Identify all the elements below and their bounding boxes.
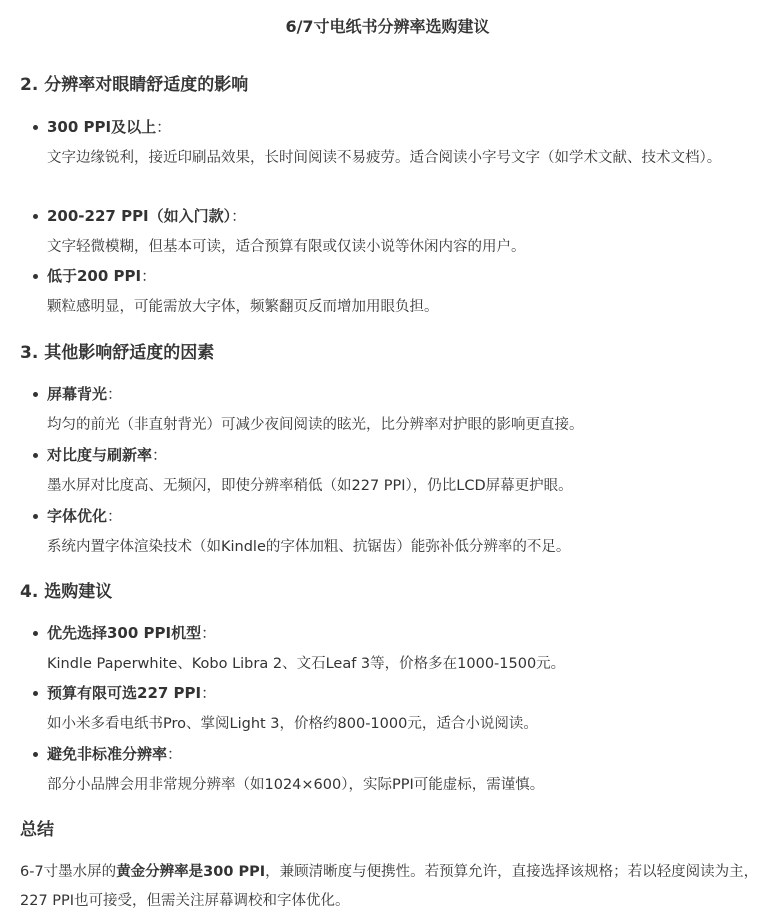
- item-title-bold: 300 PPI及以上: [47, 118, 157, 136]
- bullet-icon: [33, 125, 38, 130]
- bullet-icon: [33, 392, 38, 397]
- item-description: 颗粒感明显，可能需放大字体，频繁翻页反而增加用眼负担。: [47, 299, 439, 315]
- section-heading-buying-advice: 4. 选购建议: [20, 582, 113, 602]
- summary-text-end: ，兼顾清晰度与便携性。若预算允许，直接选择该规格；若以轻度阅读为主，227 PPI也可接受，但需关注屏幕调校和字体优化。: [20, 864, 759, 909]
- item-title-bold: 低于200 PPI: [47, 267, 142, 285]
- item-title-suffix: ：: [107, 507, 123, 525]
- item-title: [47, 115, 171, 139]
- item-title-bold: 优先选择300 PPI机型: [47, 624, 202, 642]
- summary-text-start: 6-7寸墨水屏的: [20, 864, 117, 880]
- summary-text-bold: 黄金分辨率是300 PPI: [116, 864, 266, 880]
- item-description: 墨水屏对比度高、无频闪，即使分辨率稍低（如227 PPI），仍比LCD屏幕更护眼。: [47, 478, 573, 494]
- item-title-bold: 屏幕背光: [47, 385, 108, 403]
- item-title-bold: 200-227 PPI（如入门款）: [47, 207, 232, 225]
- item-title-suffix: ：: [156, 118, 172, 136]
- bullet-icon: [33, 274, 38, 279]
- item-title: [47, 504, 122, 528]
- section-heading-other-factors: 3. 其他影响舒适度的因素: [20, 343, 215, 363]
- item-title-suffix: ：: [152, 446, 168, 464]
- item-title-suffix: ：: [141, 267, 157, 285]
- item-title-bold: 对比度与刷新率: [47, 446, 153, 464]
- bullet-icon: [33, 514, 38, 519]
- item-title: [47, 204, 246, 228]
- bullet-icon: [33, 453, 38, 458]
- item-title-bold: 避免非标准分辨率: [47, 745, 168, 763]
- item-title-suffix: ：: [231, 207, 247, 225]
- item-title-suffix: ：: [201, 684, 217, 702]
- item-description: 系统内置字体渲染技术（如Kindle的字体加粗、抗锯齿）能弥补低分辨率的不足。: [47, 539, 571, 555]
- item-title-suffix: ：: [167, 745, 183, 763]
- item-title: [47, 382, 122, 406]
- item-title: [47, 742, 182, 766]
- item-description: 均匀的前光（非直射背光）可减少夜间阅读的眩光，比分辨率对护眼的影响更直接。: [47, 417, 584, 433]
- document-title: 6/7寸电纸书分辨率选购建议: [285, 17, 490, 36]
- item-title-bold: 字体优化: [47, 507, 108, 525]
- section-heading-summary: 总结: [20, 820, 54, 840]
- item-description: 文字轻微模糊，但基本可读，适合预算有限或仅读小说等休闲内容的用户。: [47, 239, 526, 255]
- item-title: [47, 681, 216, 705]
- item-title-suffix: ：: [107, 385, 123, 403]
- item-description: Kindle Paperwhite、Kobo Libra 2、文石Leaf 3等，价格多在1000-1500元。: [47, 656, 566, 672]
- bullet-icon: [33, 691, 38, 696]
- item-description: 部分小品牌会用非常规分辨率（如1024×600），实际PPI可能虚标，需谨慎。: [47, 777, 545, 793]
- item-title: [47, 264, 156, 288]
- item-title-bold: 预算有限可选227 PPI: [47, 684, 202, 702]
- item-title: [47, 443, 167, 467]
- item-title-suffix: ：: [201, 624, 217, 642]
- item-title: [47, 621, 216, 645]
- item-description: 文字边缘锐利，接近印刷品效果，长时间阅读不易疲劳。适合阅读小字号文字（如学术文献、技术文档）。: [47, 150, 722, 166]
- section-heading-resolution-comfort: 2. 分辨率对眼睛舒适度的影响: [20, 75, 249, 95]
- bullet-icon: [33, 214, 38, 219]
- bullet-icon: [33, 752, 38, 757]
- item-description: 如小米多看电纸书Pro、掌阅Light 3，价格约800-1000元，适合小说阅读。: [47, 716, 538, 732]
- bullet-icon: [33, 631, 38, 636]
- summary-paragraph: [20, 858, 764, 916]
